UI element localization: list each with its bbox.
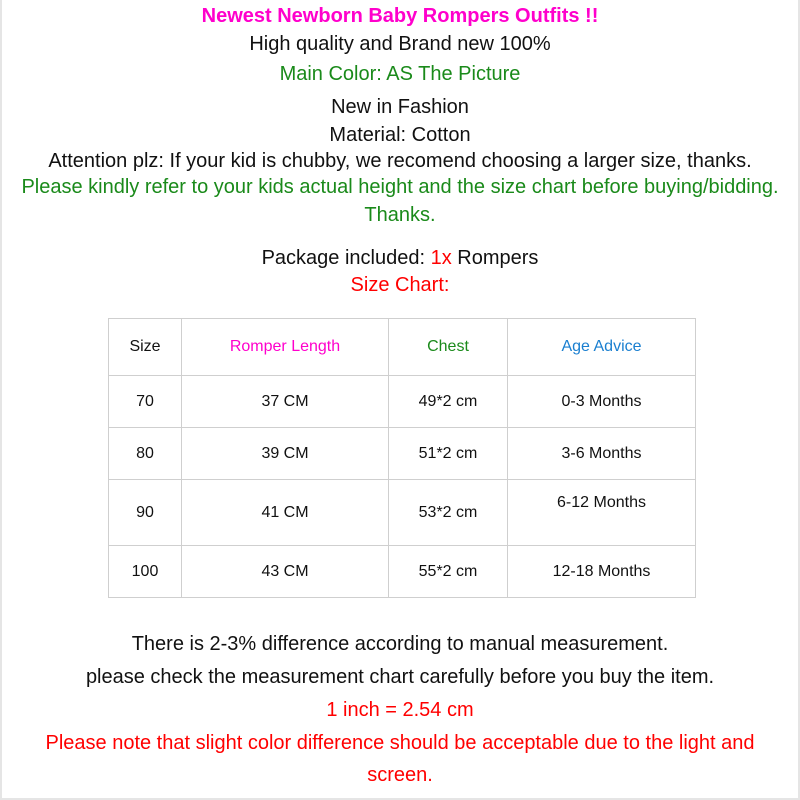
- package-quantity: 1x: [430, 247, 452, 269]
- size-cell: 80: [109, 428, 182, 480]
- table-header-row: [109, 319, 696, 376]
- chest-cell: 55*2 cm: [389, 546, 508, 598]
- quality-text: High quality and Brand new 100%: [249, 33, 551, 55]
- page-title: Newest Newborn Baby Rompers Outfits !!: [201, 5, 599, 27]
- column-header-size: Size: [109, 319, 182, 376]
- color-difference-note-line2: screen.: [367, 764, 433, 786]
- romper-length-cell: 41 CM: [182, 480, 389, 546]
- color-difference-note-line1: Please note that slight color difference should be acceptable due to the light and: [45, 732, 755, 754]
- package-suffix: Rompers: [451, 247, 539, 269]
- column-header-romper-length: Romper Length: [182, 319, 389, 376]
- romper-length-cell: 43 CM: [182, 546, 389, 598]
- table-row: [109, 428, 696, 480]
- size-cell: 100: [109, 546, 182, 598]
- size-chart-table: [108, 318, 696, 598]
- age-advice-cell: 0-3 Months: [508, 376, 696, 428]
- size-chart-label: Size Chart:: [350, 274, 450, 296]
- table-row: [109, 546, 696, 598]
- column-header-chest: Chest: [389, 319, 508, 376]
- attention-text: Attention plz: If your kid is chubby, we recomend choosing a larger size, thanks.: [48, 150, 752, 172]
- age-advice-cell: 12-18 Months: [508, 546, 696, 598]
- chest-cell: 49*2 cm: [389, 376, 508, 428]
- package-prefix: Package included:: [261, 247, 431, 269]
- material-text: Material: Cotton: [329, 124, 471, 146]
- package-included-text: [2, 246, 798, 270]
- column-header-age-advice: Age Advice: [508, 319, 696, 376]
- size-chart-table-container: [108, 318, 693, 580]
- difference-note: There is 2-3% difference according to manual measurement.: [131, 633, 669, 655]
- romper-length-cell: 39 CM: [182, 428, 389, 480]
- main-color-text: Main Color: AS The Picture: [279, 63, 521, 85]
- size-cell: 90: [109, 480, 182, 546]
- refer-text-line1: Please kindly refer to your kids actual height and the size chart before buying/bidding.: [21, 176, 779, 198]
- romper-length-cell: 37 CM: [182, 376, 389, 428]
- age-advice-cell: 6-12 Months: [508, 480, 696, 546]
- table-row: [109, 376, 696, 428]
- inch-conversion: 1 inch = 2.54 cm: [326, 699, 474, 721]
- chest-cell: 51*2 cm: [389, 428, 508, 480]
- fashion-text: New in Fashion: [331, 96, 469, 118]
- check-note: please check the measurement chart carefully before you buy the item.: [85, 666, 715, 688]
- refer-text-line2: Thanks.: [364, 204, 436, 226]
- table-row: [109, 480, 696, 546]
- chest-cell: 53*2 cm: [389, 480, 508, 546]
- age-advice-cell: 3-6 Months: [508, 428, 696, 480]
- size-cell: 70: [109, 376, 182, 428]
